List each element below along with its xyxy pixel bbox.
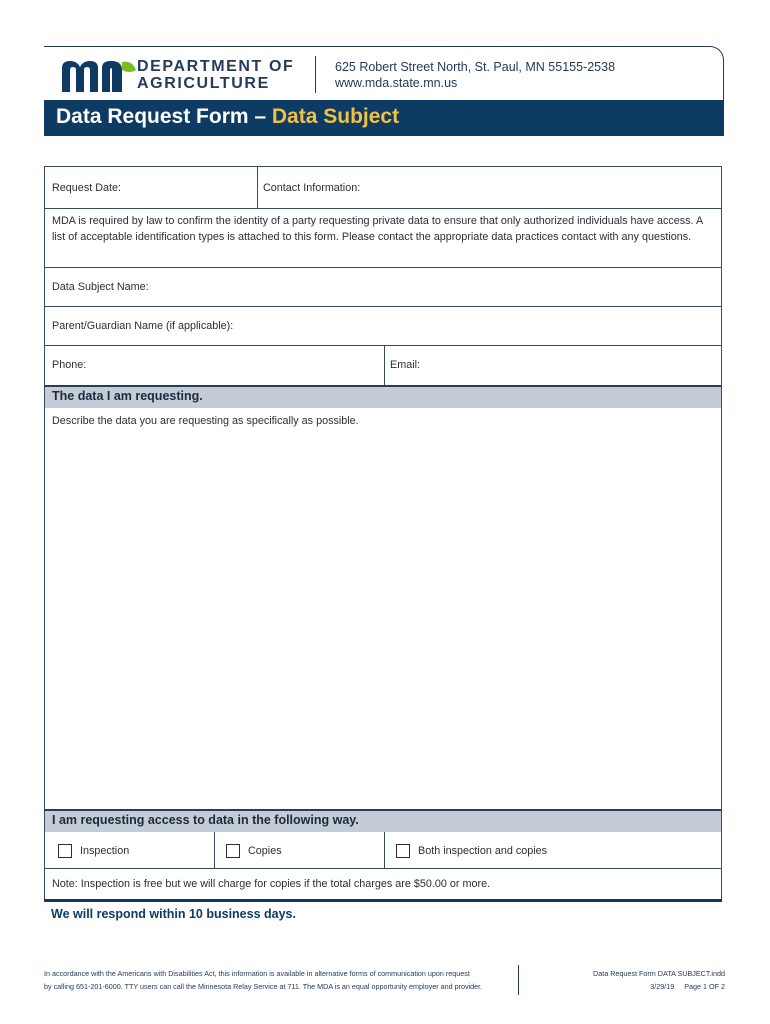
access-section-heading (45, 809, 721, 832)
response-time-notice: We will respond within 10 business days. (51, 907, 296, 921)
contact-info-field[interactable]: Contact Information: (263, 182, 361, 194)
ada-line-2: by calling 651-201-6000. TTY users can call the Minnesota Relay Service at 711. The MDA is an equal opportunity employer and provider. (44, 982, 483, 991)
cell-divider (384, 832, 385, 868)
footer-divider (518, 965, 519, 995)
title-bar (44, 100, 724, 136)
website-link[interactable]: www.mda.state.mn.us (335, 76, 458, 90)
subject-name-row (45, 268, 721, 307)
request-form (44, 166, 722, 901)
cell-divider (214, 832, 215, 868)
data-subject-name-field[interactable]: Data Subject Name: (52, 281, 149, 293)
dept-line-2: AGRICULTURE (137, 75, 270, 92)
form-bottom-rule (44, 899, 722, 902)
date-page-number: 3/29/19 Page 1 OF 2 (650, 982, 725, 991)
phone-field[interactable]: Phone: (52, 359, 87, 371)
page-title (56, 105, 399, 129)
cell-divider (384, 346, 385, 385)
inspection-checkbox[interactable] (58, 844, 72, 858)
title-accent: Data Subject (271, 105, 400, 128)
identity-notice: MDA is required by law to confirm the identity of a party requesting private data to ensure that only authorized individuals have access. A list of acceptable identification types is attached to this form. Please contact the appropriate data practices contact with any questions. (52, 215, 703, 243)
data-section-heading (45, 385, 721, 408)
guardian-row (45, 307, 721, 346)
email-field[interactable]: Email: (390, 359, 420, 371)
copies-checkbox[interactable] (226, 844, 240, 858)
data-description-hint: Describe the data you are requesting as specifically as possible. (52, 415, 359, 427)
request-date-field[interactable]: Request Date: (52, 182, 122, 194)
data-section-title: The data I am requesting. (52, 389, 203, 403)
address-line: 625 Robert Street North, St. Paul, MN 55155-2538 (335, 60, 616, 74)
both-checkbox[interactable] (396, 844, 410, 858)
header-divider (315, 56, 316, 93)
title-main: Data Request Form – (56, 105, 272, 128)
ada-line-1: In accordance with the Americans with Disabilities Act, this information is available in alternative forms of communication upon request (44, 969, 470, 978)
cell-divider (257, 167, 258, 208)
notice-row (45, 209, 721, 268)
copies-label: Copies (248, 845, 282, 857)
doc-info-footer (593, 967, 725, 993)
access-options-row (45, 832, 721, 869)
ada-footer (44, 967, 514, 993)
file-name: Data Request Form DATA SUBJECT.indd (593, 969, 725, 978)
date-contact-row (45, 167, 721, 209)
header-address (335, 59, 615, 91)
inspection-label: Inspection (80, 845, 130, 857)
department-name (137, 58, 294, 92)
phone-email-row (45, 346, 721, 385)
note-row (45, 869, 721, 900)
copies-charge-note: Note: Inspection is free but we will charge for copies if the total charges are $50.00 or more. (52, 878, 491, 890)
guardian-name-field[interactable]: Parent/Guardian Name (if applicable): (52, 320, 234, 332)
data-description-area[interactable] (45, 408, 721, 809)
access-section-title: I am requesting access to data in the following way. (52, 813, 359, 827)
both-label: Both inspection and copies (418, 845, 548, 857)
dept-line-1: DEPARTMENT OF (137, 58, 295, 75)
